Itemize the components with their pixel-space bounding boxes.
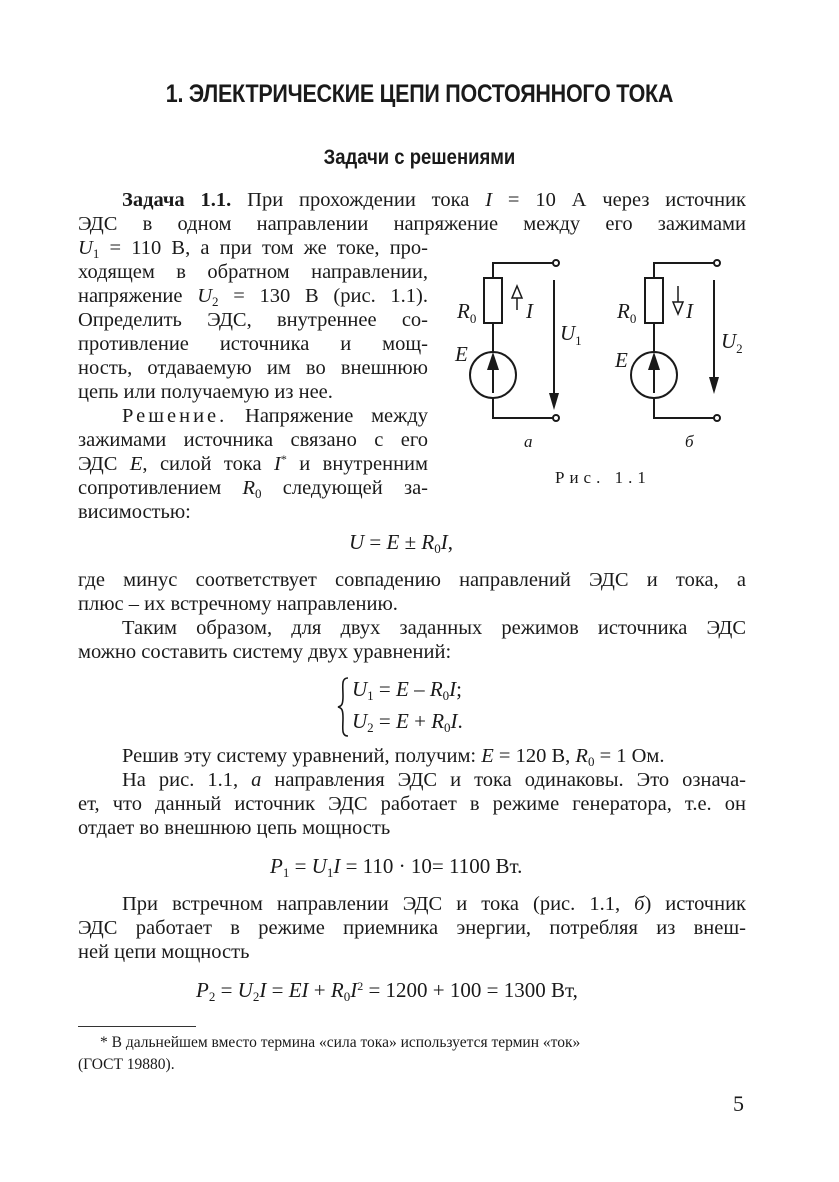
task-narrow-1: $U_1 = 110$ В, а при том же токе, про- xyxy=(78,237,428,261)
para1-line-1: где минус соответствует совпадению направлений ЭДС и тока, а xyxy=(78,569,746,591)
task-narrow-3: напряжение $U_2 = 130$ В (рис. 1.1). xyxy=(78,285,428,309)
label-U1: $U_1$ xyxy=(560,321,582,348)
page-number: 5 xyxy=(733,1091,744,1116)
label-I-a: I xyxy=(526,299,533,323)
task-line-2: ЭДС в одном направлении напряжение между его зажимами xyxy=(78,213,746,235)
system-eq-2: $U_2 = E + R_0I$. xyxy=(352,709,463,735)
emf-arrowhead-a xyxy=(487,352,499,370)
task-text-1: При прохождении тока I = 10 А через источник xyxy=(247,189,746,211)
solution-line-1: Решение. Напряжение между xyxy=(122,405,429,427)
wire-b-top xyxy=(654,263,714,278)
task-narrow-7: цепь или получаемую из нее. xyxy=(78,381,333,403)
terminal-b-top xyxy=(714,260,720,266)
para5-line-3: ней цепи мощность xyxy=(78,941,250,963)
task-narrow-6: ность, отдаваемую им во внешнюю xyxy=(78,357,428,379)
emf-arrowhead-b xyxy=(648,352,660,370)
task-narrow-4: Определить ЭДС, внутреннее со- xyxy=(78,309,428,331)
section-subtitle: Задачи с решениями xyxy=(323,146,516,169)
para3: Решив эту систему уравнений, получим: E = 120 В, $R_0 = 1$ Ом. xyxy=(122,745,665,769)
wire-b-bottom xyxy=(654,398,714,418)
voltage-arrowhead-U1 xyxy=(549,393,559,410)
label-U2: $U_2$ xyxy=(721,329,743,356)
resistor-b xyxy=(645,278,663,323)
para4-line-3: отдает во внешнюю цепь мощность xyxy=(78,817,391,839)
solution-line-5: висимостью: xyxy=(78,501,191,523)
task-label: Задача 1.1. xyxy=(122,189,232,211)
label-R0-a: $R_0$ xyxy=(457,299,477,326)
task-narrow-5: противление источника и мощ- xyxy=(78,333,428,355)
para2-line-1: Таким образом, для двух заданных режимов источника ЭДС xyxy=(122,617,746,639)
para1-line-2: плюс – их встречному направлению. xyxy=(78,593,398,615)
solution-line-2: зажимами источника связано с его xyxy=(78,429,428,451)
terminal-a-bottom xyxy=(553,415,559,421)
para5-line-2: ЭДС работает в режиме приемника энергии, потребляя из внеш- xyxy=(78,917,746,939)
solution-line-3: ЭДС E, силой тока I* и внутренним xyxy=(78,452,428,475)
label-I-b: I xyxy=(686,299,693,323)
figure-sub-a: а xyxy=(524,432,533,451)
para4-line-1: На рис. 1.1, а направления ЭДС и тока одинаковы. Это означа- xyxy=(122,769,746,791)
footnote-rule xyxy=(78,1026,196,1027)
para2-line-2: можно составить систему двух уравнений: xyxy=(78,641,452,663)
label-E-a: E xyxy=(455,342,468,366)
equation-1: $U = E \pm R_0I$, xyxy=(349,530,453,556)
system-brace xyxy=(336,676,350,738)
system-eq-1: $U_1 = E - R_0I$; xyxy=(352,677,463,703)
current-arrowhead-b xyxy=(673,302,683,314)
wire-a-bottom xyxy=(493,398,553,418)
solution-line-4: сопротивлением $R_0$ следующей за- xyxy=(78,477,428,501)
footnote-line-2: (ГОСТ 19880). xyxy=(78,1056,175,1073)
task-narrow-2: ходящем в обратном направлении, xyxy=(78,261,428,283)
current-arrowhead-a xyxy=(512,286,522,298)
figure-sub-b: б xyxy=(685,432,694,451)
page-title: 1. ЭЛЕКТРИЧЕСКИЕ ЦЕПИ ПОСТОЯННОГО ТОКА xyxy=(165,80,674,108)
equation-2: $P_1 = U_1I = 110 \cdot 10= 1100$ Вт. xyxy=(270,854,523,880)
terminal-b-bottom xyxy=(714,415,720,421)
terminal-a-top xyxy=(553,260,559,266)
figure-caption: Рис. 1.1 xyxy=(555,468,651,487)
task-line-1 xyxy=(78,188,746,212)
equation-3: $P_2 = U_2I$ = EI + $R_0I^2 = 1200 + 100 = 1300$ Вт, xyxy=(196,978,578,1004)
resistor-a xyxy=(484,278,502,323)
label-E-b: E xyxy=(615,348,628,372)
solution-label: Решение. xyxy=(122,405,228,427)
voltage-arrowhead-U2 xyxy=(709,377,719,394)
footnote-line-1: * В дальнейшем вместо термина «сила тока» используется термин «ток» xyxy=(100,1034,581,1051)
figure-circuit xyxy=(445,248,745,463)
para4-line-2: ет, что данный источник ЭДС работает в режиме генератора, т.е. он xyxy=(78,793,746,815)
para5-line-1: При встречном направлении ЭДС и тока (рис. 1.1, б) источник xyxy=(122,893,746,915)
label-R0-b: $R_0$ xyxy=(617,299,637,326)
wire-a-top xyxy=(493,263,553,278)
